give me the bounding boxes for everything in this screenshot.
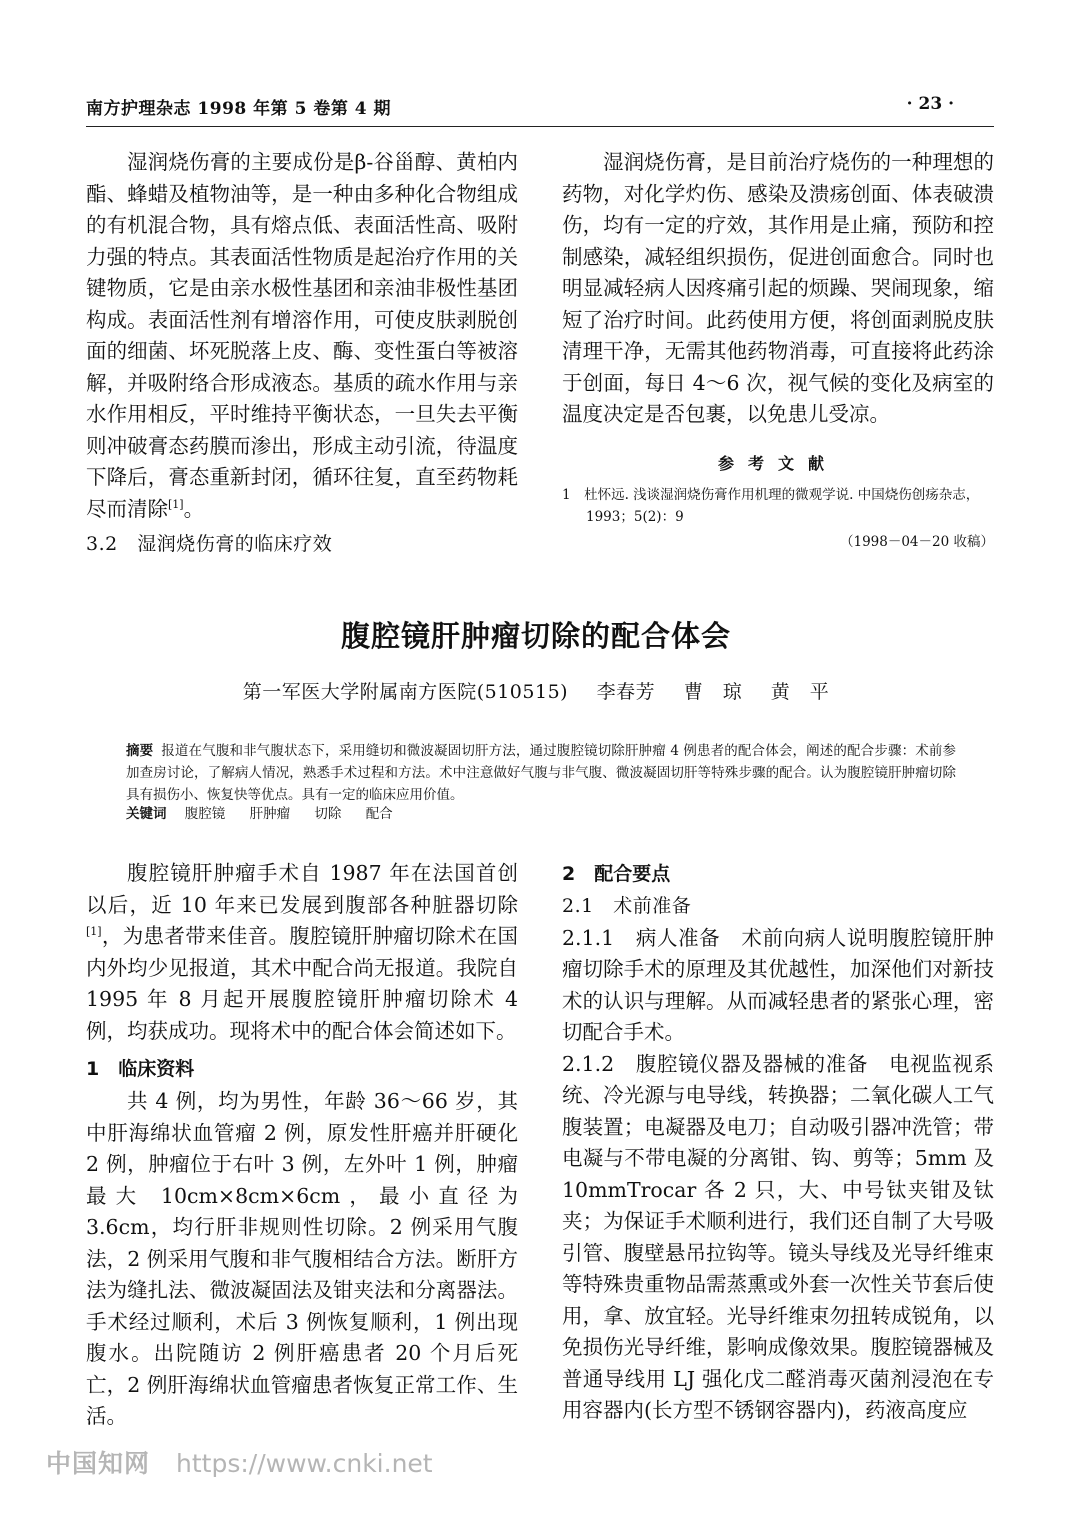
section-subheading: 2.1 术前准备: [562, 895, 692, 917]
citation-ref[interactable]: [1]: [86, 925, 102, 939]
body-paragraph: 湿润烧伤膏的主要成份是β-谷甾醇、黄柏内酯、蜂蜡及植物油等，是一种由多种化合物组成的有机混合物，具有熔点低、表面活性高、吸附力强的特点。其表面活性物质是起治疗作用的关键物质，它是由亲水极性基团和亲油非极性基团构成。表面活性剂有增溶作用，可使皮肤剥脱创面的细菌、坏死脱落上皮、酶、变性蛋白等被溶解，并吸附络合形成液态。基质的疏水作用与亲水作用相反，平时维持平衡状态，一旦失去平衡则冲破膏态药膜而渗出，形成主动引流，待温度下降后，膏态重新封闭，循环往复，直至药物耗尽而清除[1]。: [86, 150, 518, 521]
author-name: 黄 平: [770, 681, 830, 703]
keyword: 配合: [365, 806, 393, 822]
top-right-column: [562, 147, 994, 550]
reference-item: 1 杜怀远. 浅谈湿润烧伤膏作用机理的微观学说. 中国烧伤创疡杂志，1993；5(2)：9: [562, 486, 980, 525]
keyword: 切除: [314, 806, 342, 822]
header-rule: [86, 126, 994, 127]
body-paragraph: 2.1.1 病人准备 术前向病人说明腹腔镜肝肿瘤切除手术的原理及其优越性，加深他们对新技术的认识与理解。从而减轻患者的紧张心理，密切配合手术。: [562, 925, 994, 1044]
received-date: （1998－04－20 收稿）: [839, 533, 994, 550]
references-title: 参考文献: [717, 453, 838, 473]
keywords-label: 关键词: [126, 806, 167, 822]
section-heading: 1 临床资料: [86, 1058, 195, 1080]
bottom-right-column: [562, 858, 994, 1427]
watermark-url[interactable]: https://www.cnki.net: [176, 1449, 433, 1478]
top-left-column: [86, 147, 518, 561]
affiliation: 第一军医大学附属南方医院(510515): [242, 681, 569, 703]
keyword: 腹腔镜: [184, 806, 226, 822]
page-number: · 23 ·: [906, 94, 954, 114]
author-name: 曹 琼: [683, 681, 743, 703]
body-paragraph: 湿润烧伤膏，是目前治疗烧伤的一种理想的药物，对化学灼伤、感染及溃疡创面、体表破溃伤，均有一定的疗效，其作用是止痛，预防和控制感染，减轻组织损伤，促进创面愈合。同时也明显减轻病人因疼痛引起的烦躁、哭闹现象，缩短了治疗时间。此药使用方便，将创面剥脱皮肤清理干净，无需其他药物消毒，可直接将此药涂于创面，每日 4～6 次，视气候的变化及病室的温度决定是否包裹，以免患儿受凉。: [562, 150, 994, 426]
abstract-label: 摘要: [126, 743, 154, 759]
abstract-text: 报道在气腹和非气腹状态下，采用缝切和微波凝固切肝方法，通过腹腔镜切除肝肿瘤 4 例患者的配合体会，阐述的配合步骤：术前参加查房讨论，了解病人情况，熟悉手术过程和方法。术中注意做好气腹与非气腹、微波凝固切肝等特殊步骤的配合。认为腹腔镜肝肿瘤切除具有损伤小、恢复快等优点。具有一定的临床应用价值。: [126, 743, 957, 803]
article-title: 腹腔镜肝肿瘤切除的配合体会: [340, 619, 731, 653]
cnki-watermark: [46, 1444, 433, 1480]
keyword: 肝肿瘤: [249, 806, 291, 822]
bottom-left-column: [86, 858, 518, 1433]
section-subheading: 3.2 湿润烧伤膏的临床疗效: [86, 533, 333, 555]
keywords: [126, 803, 956, 825]
watermark-logo-text: 中国知网: [46, 1449, 151, 1478]
journal-header: 南方护理杂志 1998 年第 5 卷第 4 期: [86, 99, 391, 119]
citation-ref[interactable]: [1]: [168, 497, 184, 511]
body-paragraph: 2.1.2 腹腔镜仪器及器械的准备 电视监视系统、冷光源与电导线，转换器；二氧化碳人工气腹装置；电凝器及电刀；自动吸引器冲洗管；带电凝与不带电凝的分离钳、钩、剪等；5mm 及 10mmTrocar 各 2 只，大、中号钛夹钳及钛夹；为保证手术顺利进行，我们还自制了大号吸引管、腹壁悬吊拉钩等。镜头导线及光导纤维束等特殊贵重物品需蒸熏或外套一次性关节套后使用，拿、放宜轻。光导纤维束勿扭转成锐角，以免损伤光导纤维，影响成像效果。腹腔镜器械及普通导线用 LJ 强化戊二醛消毒灭菌剂浸泡在专用容器内(长方型不锈钢容器内)，药液高度应: [562, 1051, 994, 1422]
section-heading: 2 配合要点: [562, 863, 671, 885]
abstract: [126, 740, 956, 806]
body-paragraph: 腹腔镜肝肿瘤手术自 1987 年在法国首创以后，近 10 年来已发展到腹部各种脏器切除[1]，为患者带来佳音。腹腔镜肝肿瘤切除术在国内外均少见报道，其术中配合尚无报道。我院自 1995 年 8 月起开展腹腔镜肝肿瘤切除术 4 例，均获成功。现将术中的配合体会简述如下。: [86, 861, 518, 1043]
author-name: 李春芳: [596, 681, 656, 703]
body-paragraph: 共 4 例，均为男性，年龄 36～66 岁，其中肝海绵状血管瘤 2 例，原发性肝癌并肝硬化 2 例，肿瘤位于右叶 3 例，左外叶 1 例，肿瘤最大 10cm×8cm×6cm，最小直径为 3.6cm，均行肝非规则性切除。2 例采用气腹法，2 例采用气腹和非气腹相结合方法。断肝方法为缝扎法、微波凝固法及钳夹法和分离器法。手术经过顺利，术后 3 例恢复顺利，1 例出现腹水。出院随访 2 例肝癌患者 20 个月后死亡，2 例肝海绵状血管瘤患者恢复正常工作、生活。: [86, 1089, 518, 1428]
author-affiliation: [0, 677, 1072, 704]
